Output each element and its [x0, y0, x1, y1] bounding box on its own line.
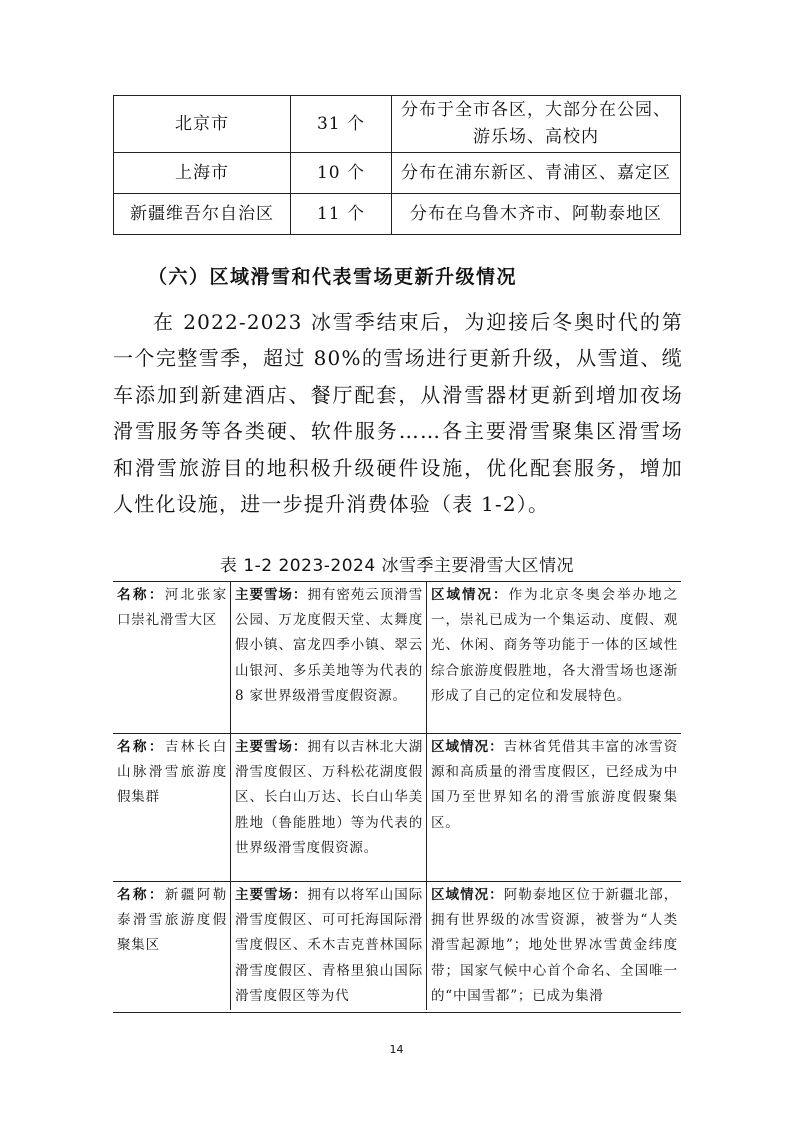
region-name-cell: [113, 882, 231, 1010]
name-label: 名称：: [117, 587, 165, 603]
distribution-cell: 分布于全市各区，大部分在公园、游乐场、高校内: [392, 96, 681, 153]
region-status-text: 作为北京冬奥会举办地之一，崇礼已成为一个集运动、度假、观光、休闲、商务等功能于一体的区域性综合旅游度假胜地，各大滑雪场也逐渐形成了自己的定位和发展特色。: [431, 587, 678, 704]
status-label: 区域情况：: [431, 739, 504, 755]
count-cell: 31 个: [291, 96, 392, 153]
table-row: [114, 96, 681, 153]
count-cell: 11 个: [291, 194, 392, 235]
region-name: 新疆阿勒泰滑雪旅游度假聚集区: [117, 887, 228, 954]
region-cell: 上海市: [114, 153, 291, 194]
name-label: 名称：: [117, 739, 165, 755]
table-row: [113, 734, 681, 882]
distribution-cell: 分布在浦东新区、青浦区、嘉定区: [392, 153, 681, 194]
ski-resort-count-table: [113, 95, 681, 235]
region-name: 河北张家口崇礼滑雪大区: [117, 587, 228, 629]
table-row: [113, 882, 681, 1010]
resorts-label: 主要雪场：: [235, 587, 308, 603]
status-label: 区域情况：: [431, 887, 504, 903]
main-resorts-cell: [231, 882, 427, 1010]
status-label: 区域情况：: [431, 587, 509, 603]
resorts-label: 主要雪场：: [235, 887, 308, 903]
region-cell: 北京市: [114, 96, 291, 153]
ski-region-table: [113, 581, 681, 1010]
region-name-cell: [113, 734, 231, 881]
name-label: 名称：: [117, 887, 165, 903]
main-resorts-cell: [231, 582, 427, 733]
region-status-text: 吉林省凭借其丰富的冰雪资源和高质量的滑雪度假区，已经成为中国乃至世界知名的滑雪旅游度假聚集区。: [431, 739, 678, 831]
main-resorts-cell: [231, 734, 427, 881]
page-number: 14: [389, 1043, 404, 1056]
main-resorts-text: 拥有密苑云顶滑雪公园、万龙度假天堂、太舞度假小镇、富龙四季小镇、翠云山银河、多乐美地等为代表的 8 家世界级滑雪度假资源。: [235, 587, 423, 704]
region-name-cell: [113, 582, 231, 733]
main-resorts-text: 拥有以吉林北大湖滑雪度假区、万科松花湖度假区、长白山万达、长白山华美胜地（鲁能胜地）等为代表的世界级滑雪度假资源。: [235, 739, 423, 856]
table-row: [114, 153, 681, 194]
count-cell: 10 个: [291, 153, 392, 194]
section-heading: （六）区域滑雪和代表雪场更新升级情况: [148, 266, 518, 288]
table-row: [113, 582, 681, 734]
table-bottom-rule: [113, 1012, 681, 1013]
table-row: [114, 194, 681, 235]
region-status-text: 阿勒泰地区位于新疆北部，拥有世界级的冰雪资源，被誉为“人类滑雪起源地”；地处世界冰雪黄金纬度带；国家气候中心首个命名、全国唯一的“中国雪都”；已成为集滑: [431, 887, 678, 1004]
region-status-cell: [427, 882, 681, 1010]
table-caption: 表 1-2 2023-2024 冰雪季主要滑雪大区情况: [219, 556, 575, 576]
region-name: 吉林长白山脉滑雪旅游度假集群: [117, 739, 228, 806]
body-paragraph: 在 2022-2023 冰雪季结束后，为迎接后冬奥时代的第一个完整雪季，超过 80%的雪场进行更新升级，从雪道、缆车添加到新建酒店、餐厅配套，从滑雪器材更新到增加夜场滑雪服务等各类硬、软件服务……各主要滑雪聚集区滑雪场和滑雪旅游目的地积极升级硬件设施，优化配套服务，增加人性化设施，进一步提升消费体验（表 1-2）。: [113, 310, 683, 517]
region-cell: 新疆维吾尔自治区: [114, 194, 291, 235]
region-status-cell: [427, 734, 681, 881]
main-resorts-text: 拥有以将军山国际滑雪度假区、可可托海国际滑雪度假区、禾木吉克普林国际滑雪度假区、青格里狼山国际滑雪度假区等为代: [235, 887, 423, 1004]
resorts-label: 主要雪场：: [235, 739, 308, 755]
region-status-cell: [427, 582, 681, 733]
distribution-cell: 分布在乌鲁木齐市、阿勒泰地区: [392, 194, 681, 235]
